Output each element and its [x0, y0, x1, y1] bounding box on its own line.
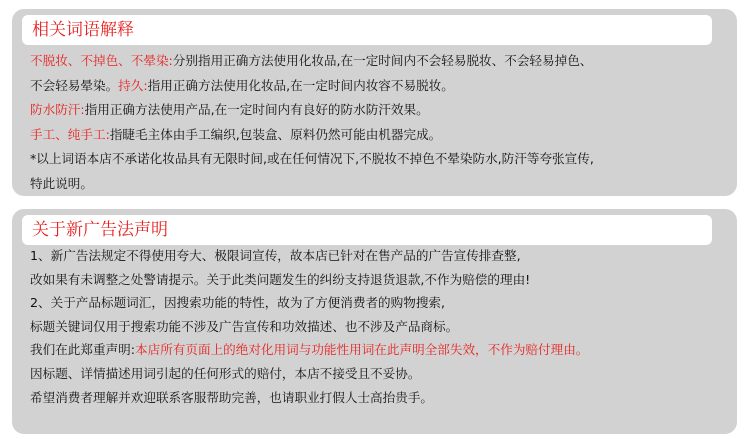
statement-line: 希望消费者理解并欢迎联系客服帮助完善，也请职业打假人士高抬贵手。 — [30, 389, 433, 405]
statement-line: 因标题、详情描述用词引起的任何形式的赔付，本店不接受且不妥协。 — [30, 365, 421, 381]
statement-line: 标题关键词仅用于搜索功能不涉及广告宣传和功效描述、也不涉及产品商标。 — [30, 318, 459, 334]
ad-law-statement-panel — [12, 209, 737, 434]
term-definition: 指睫毛主体由手工编织,包装盒、原料仍然可能由机器完成。 — [109, 126, 442, 142]
word-explanation-title: 相关词语解释 — [22, 15, 712, 45]
explanation-line — [30, 49, 729, 74]
word-explanation-body — [30, 49, 729, 197]
ad-law-statement-title: 关于新广告法声明 — [22, 215, 712, 245]
ad-law-statement-body — [30, 244, 729, 409]
term-definition: 不会轻易晕染。 — [30, 77, 119, 93]
statement-line — [30, 338, 729, 362]
term-definition: 指用正确方法使用产品,在一定时间内有良好的防水防汗效果。 — [84, 102, 429, 118]
explanation-note: 特此说明。 — [30, 175, 93, 191]
statement-line: 改如果有未调整之处警请提示。关于此类问题发生的纠纷支持退货退款,不作为赔偿的理由! — [30, 271, 531, 287]
statement-line: 2、关于产品标题词汇，因搜索功能的特性，故为了方便消费者的购物搜索, — [30, 295, 446, 311]
statement-line: 1、新广告法规定不得使用夸大、极限词宣传，故本店已针对在售产品的广告宣传排查整, — [30, 248, 521, 263]
explanation-line — [30, 74, 729, 99]
explanation-line — [30, 123, 729, 148]
explanation-note: *以上词语本店不承诺化妆品具有无限时间,或在任何情况下,不脱妆不掉色不晕染防水,防汗等夸张宣传, — [30, 151, 594, 167]
statement-text: 我们在此郑重声明: — [30, 342, 135, 358]
statement-highlight: 本店所有页面上的绝对化用词与功能性用词在此声明全部失效，不作为赔付理由。 — [135, 342, 589, 358]
term-definition: 指用正确方法使用化妆品,在一定时间内妆容不易脱妆。 — [147, 77, 454, 93]
term-definition: 分别指用正确方法使用化妆品,在一定时间内不会轻易脱妆、不会轻易掉色、 — [172, 53, 593, 68]
term-label: 手工、纯手工: — [30, 126, 110, 142]
word-explanation-panel — [12, 9, 737, 196]
term-label: 防水防汗: — [30, 102, 85, 118]
term-label: 持久: — [118, 77, 148, 93]
explanation-line — [30, 98, 729, 123]
term-label: 不脱妆、不掉色、不晕染: — [30, 53, 173, 68]
